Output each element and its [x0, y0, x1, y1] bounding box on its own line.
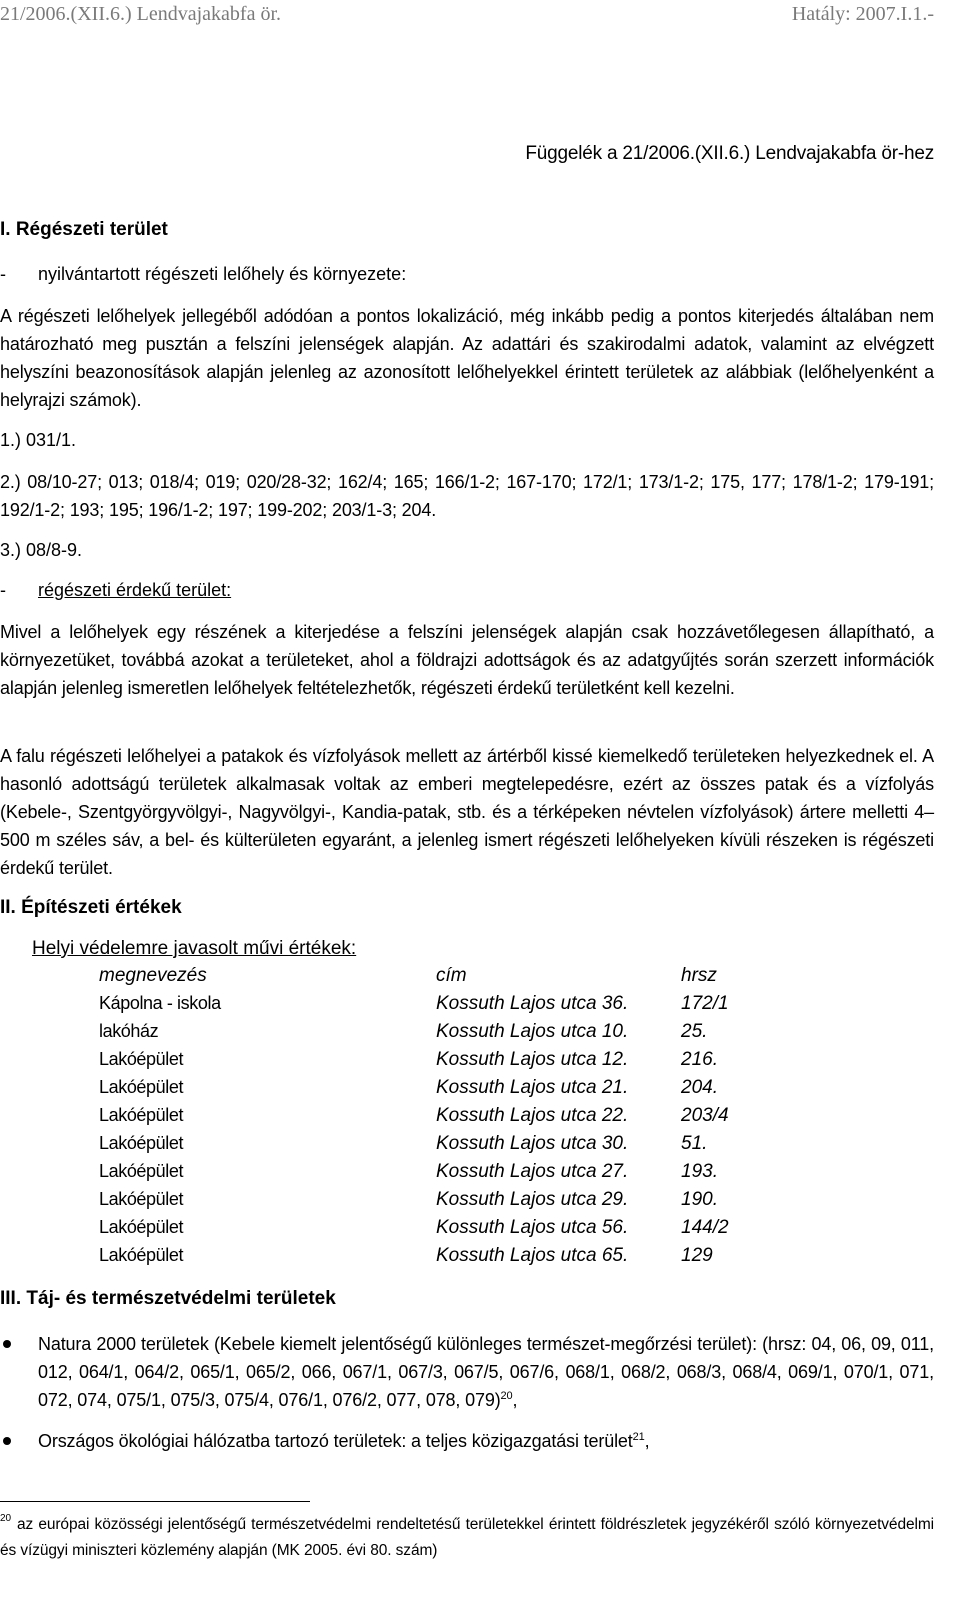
- appendix-title: Függelék a 21/2006.(XII.6.) Lendvajakabfa ör-hez: [525, 143, 934, 164]
- registered-site-label: nyilvántartott régészeti lelőhely és környezete:: [38, 264, 407, 284]
- building-lot-number: 203/4: [681, 1105, 729, 1126]
- table-row: [0, 1245, 934, 1273]
- building-lot-number: 172/1: [681, 993, 729, 1014]
- list-item-ecological-network: [0, 1427, 934, 1455]
- table-header-row: [0, 965, 934, 993]
- building-address: Kossuth Lajos utca 27.: [436, 1161, 629, 1182]
- header-regulation-id: 21/2006.(XII.6.) Lendvajakabfa ör.: [0, 3, 282, 25]
- building-lot-number: 190.: [681, 1189, 718, 1210]
- list-item-text: [38, 1330, 934, 1414]
- dash-marker: -: [0, 580, 6, 600]
- interest-area-label: régészeti érdekű terület:: [38, 580, 232, 600]
- building-name: Lakóépület: [99, 1133, 184, 1153]
- column-header-lot-number: hrsz: [681, 965, 717, 986]
- building-lot-number: 25.: [681, 1021, 708, 1042]
- footnote-number: 20: [0, 1513, 11, 1524]
- column-header-address: cím: [436, 965, 467, 986]
- building-name: Lakóépület: [99, 1077, 184, 1097]
- building-address: Kossuth Lajos utca 12.: [436, 1049, 629, 1070]
- table-row: [0, 993, 934, 1021]
- building-address: Kossuth Lajos utca 22.: [436, 1105, 629, 1126]
- table-row: [0, 1217, 934, 1245]
- interest-area-paragraph: Mivel a lelőhelyek egy részének a kiterjedése a felszíni jelenségek alapján csak hozzávetőlegesen állapítható, a környezetüket, továbbá azokat a területeket, ahol a földrajzi adottságok és az adatgyűjtés során szerzett információk alapján jelenleg ismeretlen lelőhelyek feltételezhetők, régészeti érdekű területként kell kezelni.: [0, 622, 934, 698]
- section-2-heading: II. Építészeti értékek: [0, 897, 182, 918]
- footnote-reference[interactable]: 20: [500, 1390, 513, 1402]
- trailing-punctuation: ,: [512, 1390, 518, 1410]
- table-row: [0, 1105, 934, 1133]
- column-header-name: megnevezés: [99, 965, 207, 986]
- table-row: [0, 1189, 934, 1217]
- table-row: [0, 1077, 934, 1105]
- building-lot-number: 144/2: [681, 1217, 729, 1238]
- building-lot-number: 204.: [681, 1077, 718, 1098]
- building-name: Lakóépület: [99, 1105, 184, 1125]
- footnote-text: az európai közösségi jelentőségű természetvédelmi rendeltetésű területekkel érintett földrészletek jegyzékéről szóló környezetvédelmi és vízügyi miniszteri közlemény alapján (MK 2005. évi 80. szám): [0, 1516, 934, 1559]
- building-name: Lakóépület: [99, 1189, 184, 1209]
- ecological-network-text: Országos ökológiai hálózatba tartozó területek: a teljes közigazgatási terület: [38, 1431, 633, 1451]
- building-name: Kápolna - iskola: [99, 993, 221, 1013]
- building-address: Kossuth Lajos utca 29.: [436, 1189, 629, 1210]
- list-item-text: [38, 1427, 934, 1455]
- footnote: [0, 1512, 934, 1564]
- registered-site-subheading: [0, 264, 406, 285]
- table-row: [0, 1049, 934, 1077]
- site-item-2: 2.) 08/10-27; 013; 018/4; 019; 020/28-32; 162/4; 165; 166/1-2; 167-170; 172/1; 173/1-2; 175, 177; 178/1-2; 179-191; 192/1-2; 193; 195; 196/1-2; 197; 199-202; 203/1-3; 204.: [0, 472, 934, 520]
- building-address: Kossuth Lajos utca 10.: [436, 1021, 629, 1042]
- table-row: [0, 1161, 934, 1189]
- building-lot-number: 129: [681, 1245, 713, 1266]
- trailing-punctuation: ,: [644, 1431, 650, 1451]
- building-name: lakóház: [99, 1021, 159, 1041]
- building-name: Lakóépület: [99, 1217, 184, 1237]
- section-3-heading: III. Táj- és természetvédelmi területek: [0, 1288, 336, 1309]
- village-sites-paragraph: A falu régészeti lelőhelyei a patakok és vízfolyások mellett az ártérből kissé kiemelkedő területeken helyezkednek el. A hasonló adottságú területek alkalmasak voltak az emberi megtelepedésre, ezért az összes patak és a vízfolyás (Kebele-, Szentgyörgyvölgyi-, Nagyvölgyi-, Kandia-patak, stb. és a térképeken névtelen vízfolyások) ártere melletti 4–500 m széles sáv, a bel- és külterületen egyaránt, a jelenleg ismert régészeti lelőhelyeken kívüli részeken is régészeti érdekű terület.: [0, 746, 934, 878]
- building-address: Kossuth Lajos utca 30.: [436, 1133, 629, 1154]
- building-name: Lakóépület: [99, 1161, 184, 1181]
- protected-values-subtitle: Helyi védelemre javasolt művi értékek:: [32, 938, 357, 959]
- building-lot-number: 193.: [681, 1161, 718, 1182]
- table-row: [0, 1021, 934, 1049]
- footnote-divider: [0, 1501, 310, 1502]
- list-item-natura-2000: [0, 1330, 934, 1414]
- site-description-paragraph: A régészeti lelőhelyek jellegéből adódóan a pontos lokalizáció, még inkább pedig a pontos kiterjedés általában nem határozható meg pusztán a felszíni jelenségek alapján. Az adattári és szakirodalmi adatok, valamint az elvégzett helyszíni beazonosítások alapján jelenleg az azonosított lelőhelyekkel érintett területek az alábbiak (lelőhelyenként a helyrajzi számok).: [0, 306, 934, 410]
- building-address: Kossuth Lajos utca 56.: [436, 1217, 629, 1238]
- site-item-1: 1.) 031/1.: [0, 430, 77, 450]
- building-lot-number: 216.: [681, 1049, 718, 1070]
- building-name: Lakóépület: [99, 1245, 184, 1265]
- interest-area-subheading: [0, 580, 231, 601]
- header-effective-date: Hatály: 2007.I.1.-: [791, 3, 934, 25]
- building-lot-number: 51.: [681, 1133, 708, 1154]
- section-1-heading: I. Régészeti terület: [0, 219, 168, 240]
- building-name: Lakóépület: [99, 1049, 184, 1069]
- building-address: Kossuth Lajos utca 21.: [436, 1077, 629, 1098]
- dash-marker: -: [0, 264, 6, 284]
- site-item-3: 3.) 08/8-9.: [0, 540, 83, 560]
- building-address: Kossuth Lajos utca 65.: [436, 1245, 629, 1266]
- footnote-reference[interactable]: 21: [632, 1431, 645, 1443]
- building-address: Kossuth Lajos utca 36.: [436, 993, 629, 1014]
- table-row: [0, 1133, 934, 1161]
- natura-2000-text: Natura 2000 területek (Kebele kiemelt jelentőségű különleges természet-megőrzési terület): (hrsz: 04, 06, 09, 011, 012, 064/1, 064/2, 065/1, 065/2, 066, 067/1, 067/3, 067/5, 067/6, 068/1, 068/2, 068/3, 068/4, 069/1, 070/1, 071, 072, 074, 075/1, 075/3, 075/4, 076/1, 076/2, 077, 078, 079): [38, 1334, 934, 1410]
